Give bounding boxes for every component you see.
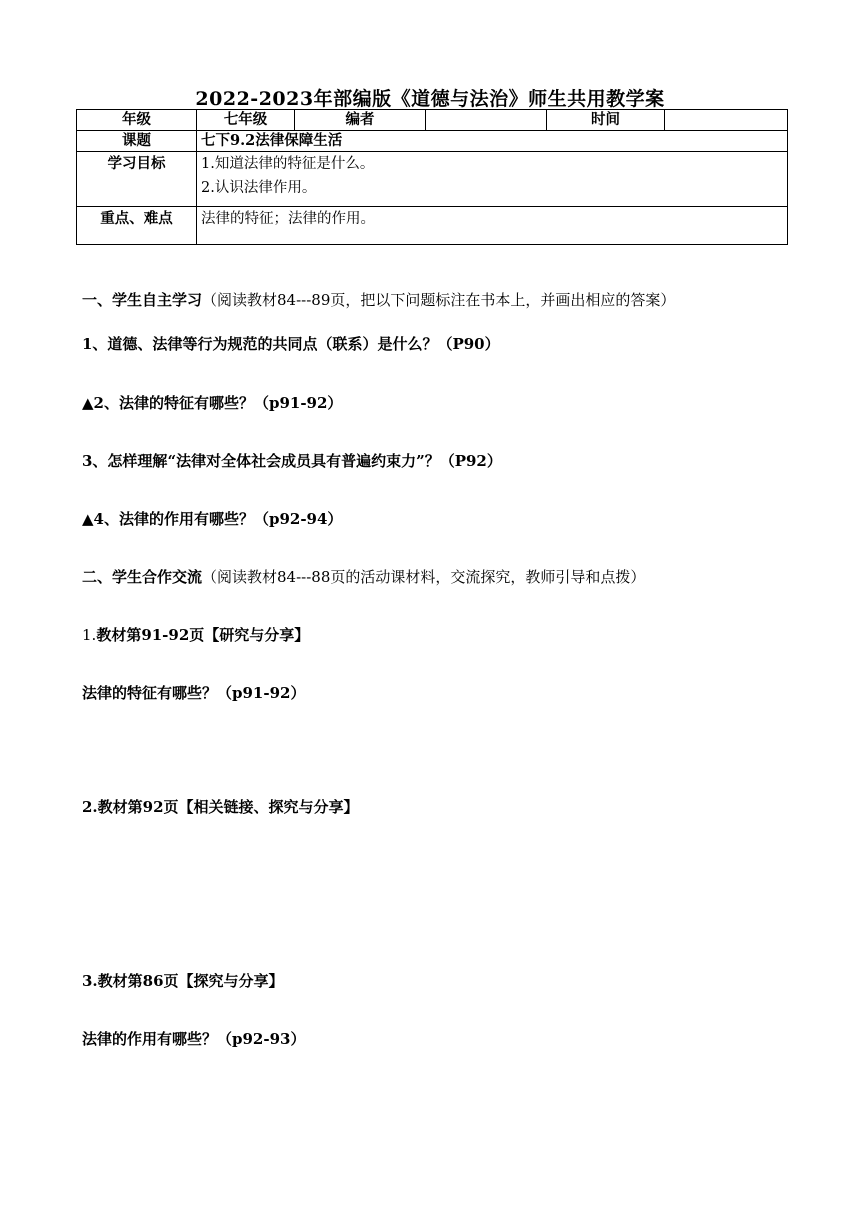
- topic-value: 七下9.2法律保障生活: [197, 131, 788, 152]
- section2-heading-line: [82, 567, 645, 587]
- activity-1: [82, 625, 309, 645]
- table-row: [77, 131, 788, 152]
- activity-1-text: 教材第91-92页【研究与分享】: [96, 626, 310, 644]
- topic-label: 课题: [77, 131, 197, 152]
- table-row: [77, 110, 788, 131]
- grade-value: 七年级: [197, 110, 295, 131]
- activity-1-question: 法律的特征有哪些？（p91-92）: [82, 684, 306, 702]
- section2-heading: 二、学生合作交流: [82, 568, 203, 586]
- question-2: ▲2、法律的特征有哪些？（p91-92）: [82, 394, 343, 412]
- activity-3-question: 法律的作用有哪些？（p92-93）: [82, 1030, 306, 1048]
- author-value: [426, 110, 547, 131]
- activity-1-number: 1.: [82, 626, 97, 644]
- question-4: ▲4、法律的作用有哪些？（p92-94）: [82, 510, 343, 528]
- section1-heading-line: [82, 290, 675, 310]
- goal-item: 1.知道法律的特征是什么。: [201, 156, 375, 172]
- goals-label: 学习目标: [77, 152, 197, 207]
- table-row: [77, 207, 788, 245]
- time-value: [665, 110, 788, 131]
- author-label: 编者: [295, 110, 426, 131]
- lesson-info-table: [76, 109, 788, 245]
- goal-item: 2.认识法律作用。: [201, 180, 317, 196]
- grade-label: 年级: [77, 110, 197, 131]
- activity-2: 2.教材第92页【相关链接、探究与分享】: [82, 798, 359, 816]
- section1-note: （阅读教材84---89页，把以下问题标注在书本上，并画出相应的答案）: [202, 291, 676, 309]
- section1-heading: 一、学生自主学习: [82, 291, 203, 309]
- table-row: [77, 152, 788, 207]
- question-3: 3、怎样理解“法律对全体社会成员具有普遍约束力”？（P92）: [82, 452, 502, 470]
- section2-note: （阅读教材84---88页的活动课材料，交流探究，教师引导和点拨）: [202, 568, 646, 586]
- document-title: 2022-2023年部编版《道德与法治》师生共用教学案: [195, 88, 665, 110]
- key-points-label: 重点、难点: [77, 207, 197, 245]
- goals-cell: [197, 152, 788, 207]
- key-points-value: 法律的特征；法律的作用。: [197, 207, 788, 245]
- question-1: 1、道德、法律等行为规范的共同点（联系）是什么？（P90）: [82, 335, 500, 353]
- activity-3: 3.教材第86页【探究与分享】: [82, 972, 284, 990]
- time-label: 时间: [547, 110, 665, 131]
